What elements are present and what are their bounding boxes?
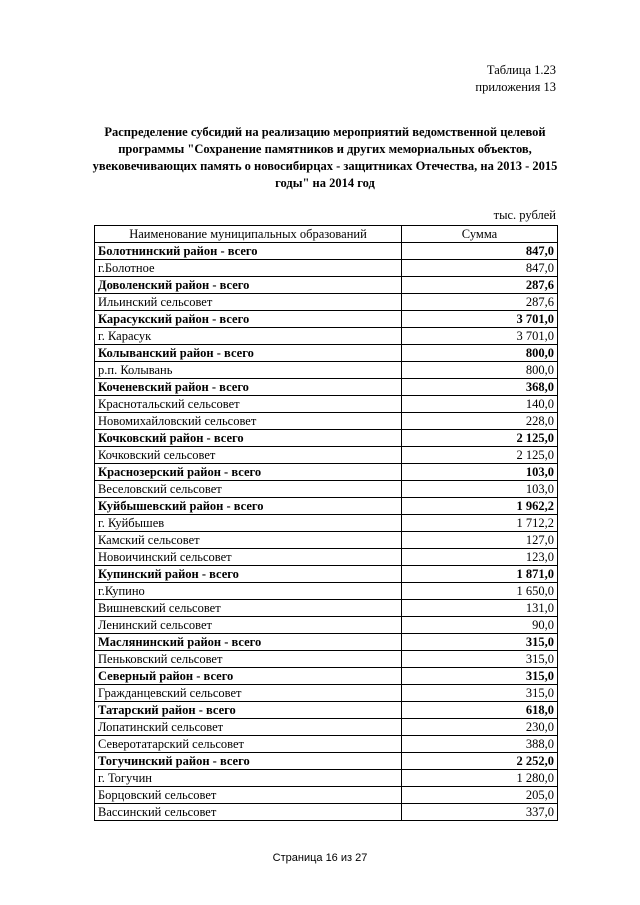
subsidy-amount: 140,0 xyxy=(402,396,558,413)
subsidy-amount: 123,0 xyxy=(402,549,558,566)
district-total-row xyxy=(95,464,558,481)
subsidy-amount: 228,0 xyxy=(402,413,558,430)
table-row xyxy=(95,583,558,600)
table-body xyxy=(95,243,558,821)
table-row xyxy=(95,481,558,498)
municipality-name: Борцовский сельсовет xyxy=(95,787,402,804)
page-number: Страница 16 из 27 xyxy=(272,852,368,864)
table-reference xyxy=(475,62,556,96)
municipality-name: Краснозерский район - всего xyxy=(95,464,402,481)
table-row xyxy=(95,447,558,464)
municipality-name: Вассинский сельсовет xyxy=(95,804,402,821)
district-total-row xyxy=(95,634,558,651)
municipality-name: Доволенский район - всего xyxy=(95,277,402,294)
subsidy-amount: 1 962,2 xyxy=(402,498,558,515)
subsidy-amount: 388,0 xyxy=(402,736,558,753)
table-label: Таблица 1.23 xyxy=(486,63,556,77)
subsidy-table xyxy=(94,225,558,821)
subsidy-amount: 337,0 xyxy=(402,804,558,821)
district-total-row xyxy=(95,430,558,447)
subsidy-amount: 847,0 xyxy=(402,260,558,277)
district-total-row xyxy=(95,243,558,260)
table-row xyxy=(95,362,558,379)
subsidy-amount: 90,0 xyxy=(402,617,558,634)
table-row xyxy=(95,804,558,821)
municipality-name: Лопатинский сельсовет xyxy=(95,719,402,736)
district-total-row xyxy=(95,345,558,362)
municipality-name: Ильинский сельсовет xyxy=(95,294,402,311)
document-title: Распределение субсидий на реализацию мероприятий ведомственной целевой программы "Сохранение памятников и других мемориальных объектов, увековечивающих память о новосибирцах - защитниках Отечества, на 2013 - 2015 годы" на 2014 год xyxy=(92,125,558,190)
municipality-name: Новоичинский сельсовет xyxy=(95,549,402,566)
subsidy-amount: 103,0 xyxy=(402,481,558,498)
municipality-name: Куйбышевский район - всего xyxy=(95,498,402,515)
district-total-row xyxy=(95,277,558,294)
appendix-label: приложения 13 xyxy=(475,80,556,94)
subsidy-amount: 3 701,0 xyxy=(402,311,558,328)
table-row xyxy=(95,719,558,736)
subsidy-amount: 2 252,0 xyxy=(402,753,558,770)
municipality-name: Вишневский сельсовет xyxy=(95,600,402,617)
municipality-name: г. Куйбышев xyxy=(95,515,402,532)
subsidy-amount: 315,0 xyxy=(402,634,558,651)
table-row xyxy=(95,600,558,617)
district-total-row xyxy=(95,668,558,685)
district-total-row xyxy=(95,566,558,583)
municipality-name: Камский сельсовет xyxy=(95,532,402,549)
subsidy-amount: 287,6 xyxy=(402,277,558,294)
table-row xyxy=(95,685,558,702)
subsidy-amount: 1 280,0 xyxy=(402,770,558,787)
subsidy-amount: 315,0 xyxy=(402,685,558,702)
subsidy-amount: 315,0 xyxy=(402,651,558,668)
subsidy-amount: 127,0 xyxy=(402,532,558,549)
district-total-row xyxy=(95,311,558,328)
municipality-name: Карасукский район - всего xyxy=(95,311,402,328)
municipality-name: Северный район - всего xyxy=(95,668,402,685)
table-row xyxy=(95,294,558,311)
municipality-name: Кочковский сельсовет xyxy=(95,447,402,464)
table-row xyxy=(95,787,558,804)
table-row xyxy=(95,617,558,634)
municipality-name: г. Карасук xyxy=(95,328,402,345)
municipality-name: Новомихайловский сельсовет xyxy=(95,413,402,430)
municipality-name: г.Болотное xyxy=(95,260,402,277)
units-label: тыс. рублей xyxy=(493,208,556,222)
subsidy-amount: 205,0 xyxy=(402,787,558,804)
municipality-name: Веселовский сельсовет xyxy=(95,481,402,498)
subsidy-amount: 618,0 xyxy=(402,702,558,719)
municipality-name: р.п. Колывань xyxy=(95,362,402,379)
district-total-row xyxy=(95,702,558,719)
table-row xyxy=(95,549,558,566)
municipality-name: Маслянинский район - всего xyxy=(95,634,402,651)
subsidy-amount: 1 871,0 xyxy=(402,566,558,583)
subsidy-amount: 103,0 xyxy=(402,464,558,481)
subsidy-amount: 2 125,0 xyxy=(402,447,558,464)
municipality-name: г.Купино xyxy=(95,583,402,600)
municipality-name: Пеньковский сельсовет xyxy=(95,651,402,668)
table-row xyxy=(95,328,558,345)
municipality-name: Тогучинский район - всего xyxy=(95,753,402,770)
table-row xyxy=(95,770,558,787)
subsidy-amount: 2 125,0 xyxy=(402,430,558,447)
subsidy-amount: 315,0 xyxy=(402,668,558,685)
district-total-row xyxy=(95,498,558,515)
municipality-name: Ленинский сельсовет xyxy=(95,617,402,634)
municipality-name: г. Тогучин xyxy=(95,770,402,787)
municipality-name: Кочковский район - всего xyxy=(95,430,402,447)
municipality-name: Купинский район - всего xyxy=(95,566,402,583)
table-row xyxy=(95,532,558,549)
table-row xyxy=(95,396,558,413)
table-row xyxy=(95,260,558,277)
municipality-name: Колыванский район - всего xyxy=(95,345,402,362)
subsidy-amount: 847,0 xyxy=(402,243,558,260)
municipality-name: Краснотальский сельсовет xyxy=(95,396,402,413)
subsidy-amount: 800,0 xyxy=(402,345,558,362)
municipality-name: Татарский район - всего xyxy=(95,702,402,719)
header-municipality: Наименование муниципальных образований xyxy=(95,226,402,243)
district-total-row xyxy=(95,753,558,770)
subsidy-amount: 287,6 xyxy=(402,294,558,311)
subsidy-amount: 131,0 xyxy=(402,600,558,617)
subsidy-amount: 1 712,2 xyxy=(402,515,558,532)
municipality-name: Коченевский район - всего xyxy=(95,379,402,396)
table-row xyxy=(95,736,558,753)
municipality-name: Северотатарский сельсовет xyxy=(95,736,402,753)
table-row xyxy=(95,515,558,532)
header-amount: Сумма xyxy=(402,226,558,243)
subsidy-amount: 800,0 xyxy=(402,362,558,379)
table-header-row xyxy=(95,226,558,243)
municipality-name: Болотнинский район - всего xyxy=(95,243,402,260)
subsidy-amount: 230,0 xyxy=(402,719,558,736)
subsidy-amount: 368,0 xyxy=(402,379,558,396)
district-total-row xyxy=(95,379,558,396)
table-row xyxy=(95,651,558,668)
municipality-name: Гражданцевский сельсовет xyxy=(95,685,402,702)
table-row xyxy=(95,413,558,430)
subsidy-amount: 3 701,0 xyxy=(402,328,558,345)
subsidy-amount: 1 650,0 xyxy=(402,583,558,600)
